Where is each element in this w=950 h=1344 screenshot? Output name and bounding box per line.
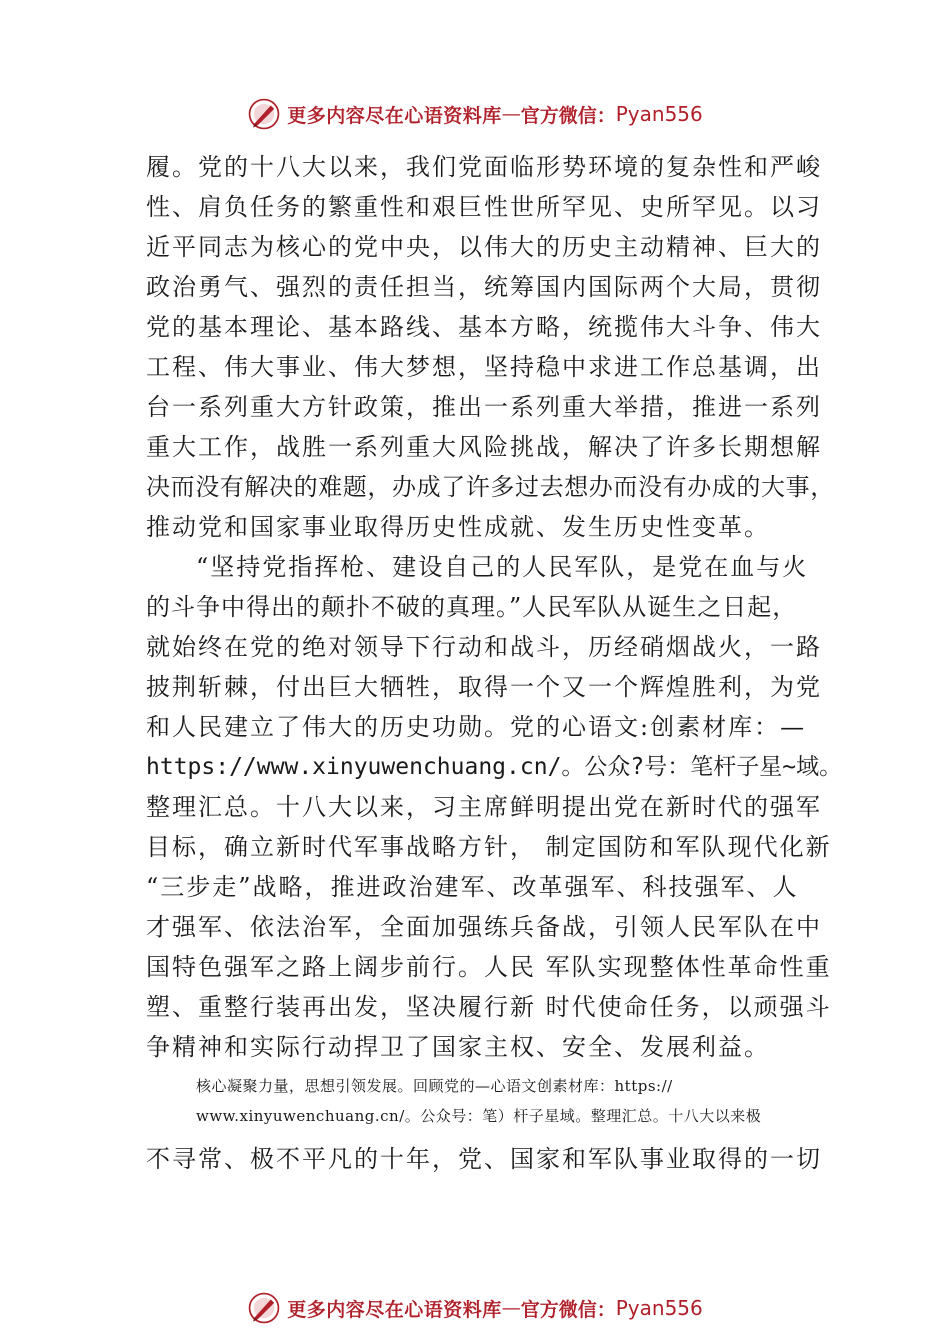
body-line: 推动党和国家事业取得历史性成就、发生历史性变革。 xyxy=(146,513,770,541)
body-line: 披荆斩棘，付出巨大牺牲，取得一个又一个辉煌胜利，为党 xyxy=(146,673,822,701)
body-line: 政治勇气、强烈的责任担当，统筹国内国际两个大局，贯彻 xyxy=(146,273,822,301)
footer-brand: 更多内容尽在心语资料库 xyxy=(287,1298,502,1321)
body-line: 争精神和实际行动捍卫了国家主权、安全、发展利益。 xyxy=(146,1033,770,1061)
body-line: 近平同志为核心的党中央，以伟大的历史主动精神、巨大的 xyxy=(146,233,822,261)
pen-logo-icon xyxy=(247,97,281,131)
body-line: 目标，确立新时代军事战略方针， 制定国防和军队现代化新 xyxy=(146,833,832,861)
body-line: 党的基本理论、基本路线、基本方略，统揽伟大斗争、伟大 xyxy=(146,313,822,341)
body-line: 塑、重整行装再出发，坚决履行新 时代使命任务，以顽强斗 xyxy=(146,993,832,1021)
body-line: 国特色强军之路上阔步前行。人民 军队实现整体性革命性重 xyxy=(146,953,832,981)
header-banner xyxy=(0,92,950,136)
body-line: 和人民建立了伟大的历史功勋。党的心语文:创素材库：— xyxy=(146,713,807,741)
body-line-final: 不寻常、极不平凡的十年，党、国家和军队事业取得的一切 xyxy=(146,1145,822,1173)
body-line: 的斗争中得出的颠扑不破的真理。”人民军队从诞生之日起， xyxy=(146,593,798,621)
body-line: 性、肩负任务的繁重性和艰巨性世所罕见、史所罕见。以习 xyxy=(146,193,822,221)
small-line: www.xinyuwenchuang.cn/。公众号：笔）杆子星域。整理汇总。十八大以来极 xyxy=(196,1107,762,1125)
pen-logo-icon xyxy=(247,1291,281,1325)
footer-wechat-id: Pyan556 xyxy=(615,1296,703,1320)
body-line: 台一系列重大方针政策，推出一系列重大举措，推进一系列 xyxy=(146,393,822,421)
footer-official-label: 官方微信： xyxy=(520,1298,616,1321)
body-line: 履。党的十八大以来，我们党面临形势环境的复杂性和严峻 xyxy=(146,153,822,181)
body-line: 决而没有解决的难题，办成了许多过去想办而没有办成的大事， xyxy=(146,473,835,501)
body-line: 整理汇总。十八大以来，习主席鲜明提出党在新时代的强军 xyxy=(146,793,822,821)
body-line: 重大工作，战胜一系列重大风险挑战，解决了许多长期想解 xyxy=(146,433,822,461)
footer-banner xyxy=(0,1286,950,1330)
small-line: 核心凝聚力量，思想引领发展。回顾党的—心语文创素材库：https:// xyxy=(196,1077,673,1095)
footer-dash: — xyxy=(501,1297,521,1319)
header-dash: — xyxy=(501,103,521,125)
header-brand: 更多内容尽在心语资料库 xyxy=(287,104,502,127)
body-line: 工程、伟大事业、伟大梦想，坚持稳中求进工作总基调，出 xyxy=(146,353,822,381)
body-line: “三步走”战略，推进政治建军、改革强军、科技强军、人 xyxy=(146,873,799,901)
body-line-indent: “坚持党指挥枪、建设自己的人民军队，是党在血与火 xyxy=(196,553,809,581)
body-line-url: https://www.xinyuwenchuang.cn/。公众?号：笔杆子星~域。 xyxy=(146,754,843,780)
body-line: 就始终在党的绝对领导下行动和战斗，历经硝烟战火，一路 xyxy=(146,633,822,661)
header-official-label: 官方微信： xyxy=(520,104,616,127)
body-line: 才强军、依法治军，全面加强练兵备战，引领人民军队在中 xyxy=(146,913,822,941)
header-wechat-id: Pyan556 xyxy=(615,102,703,126)
